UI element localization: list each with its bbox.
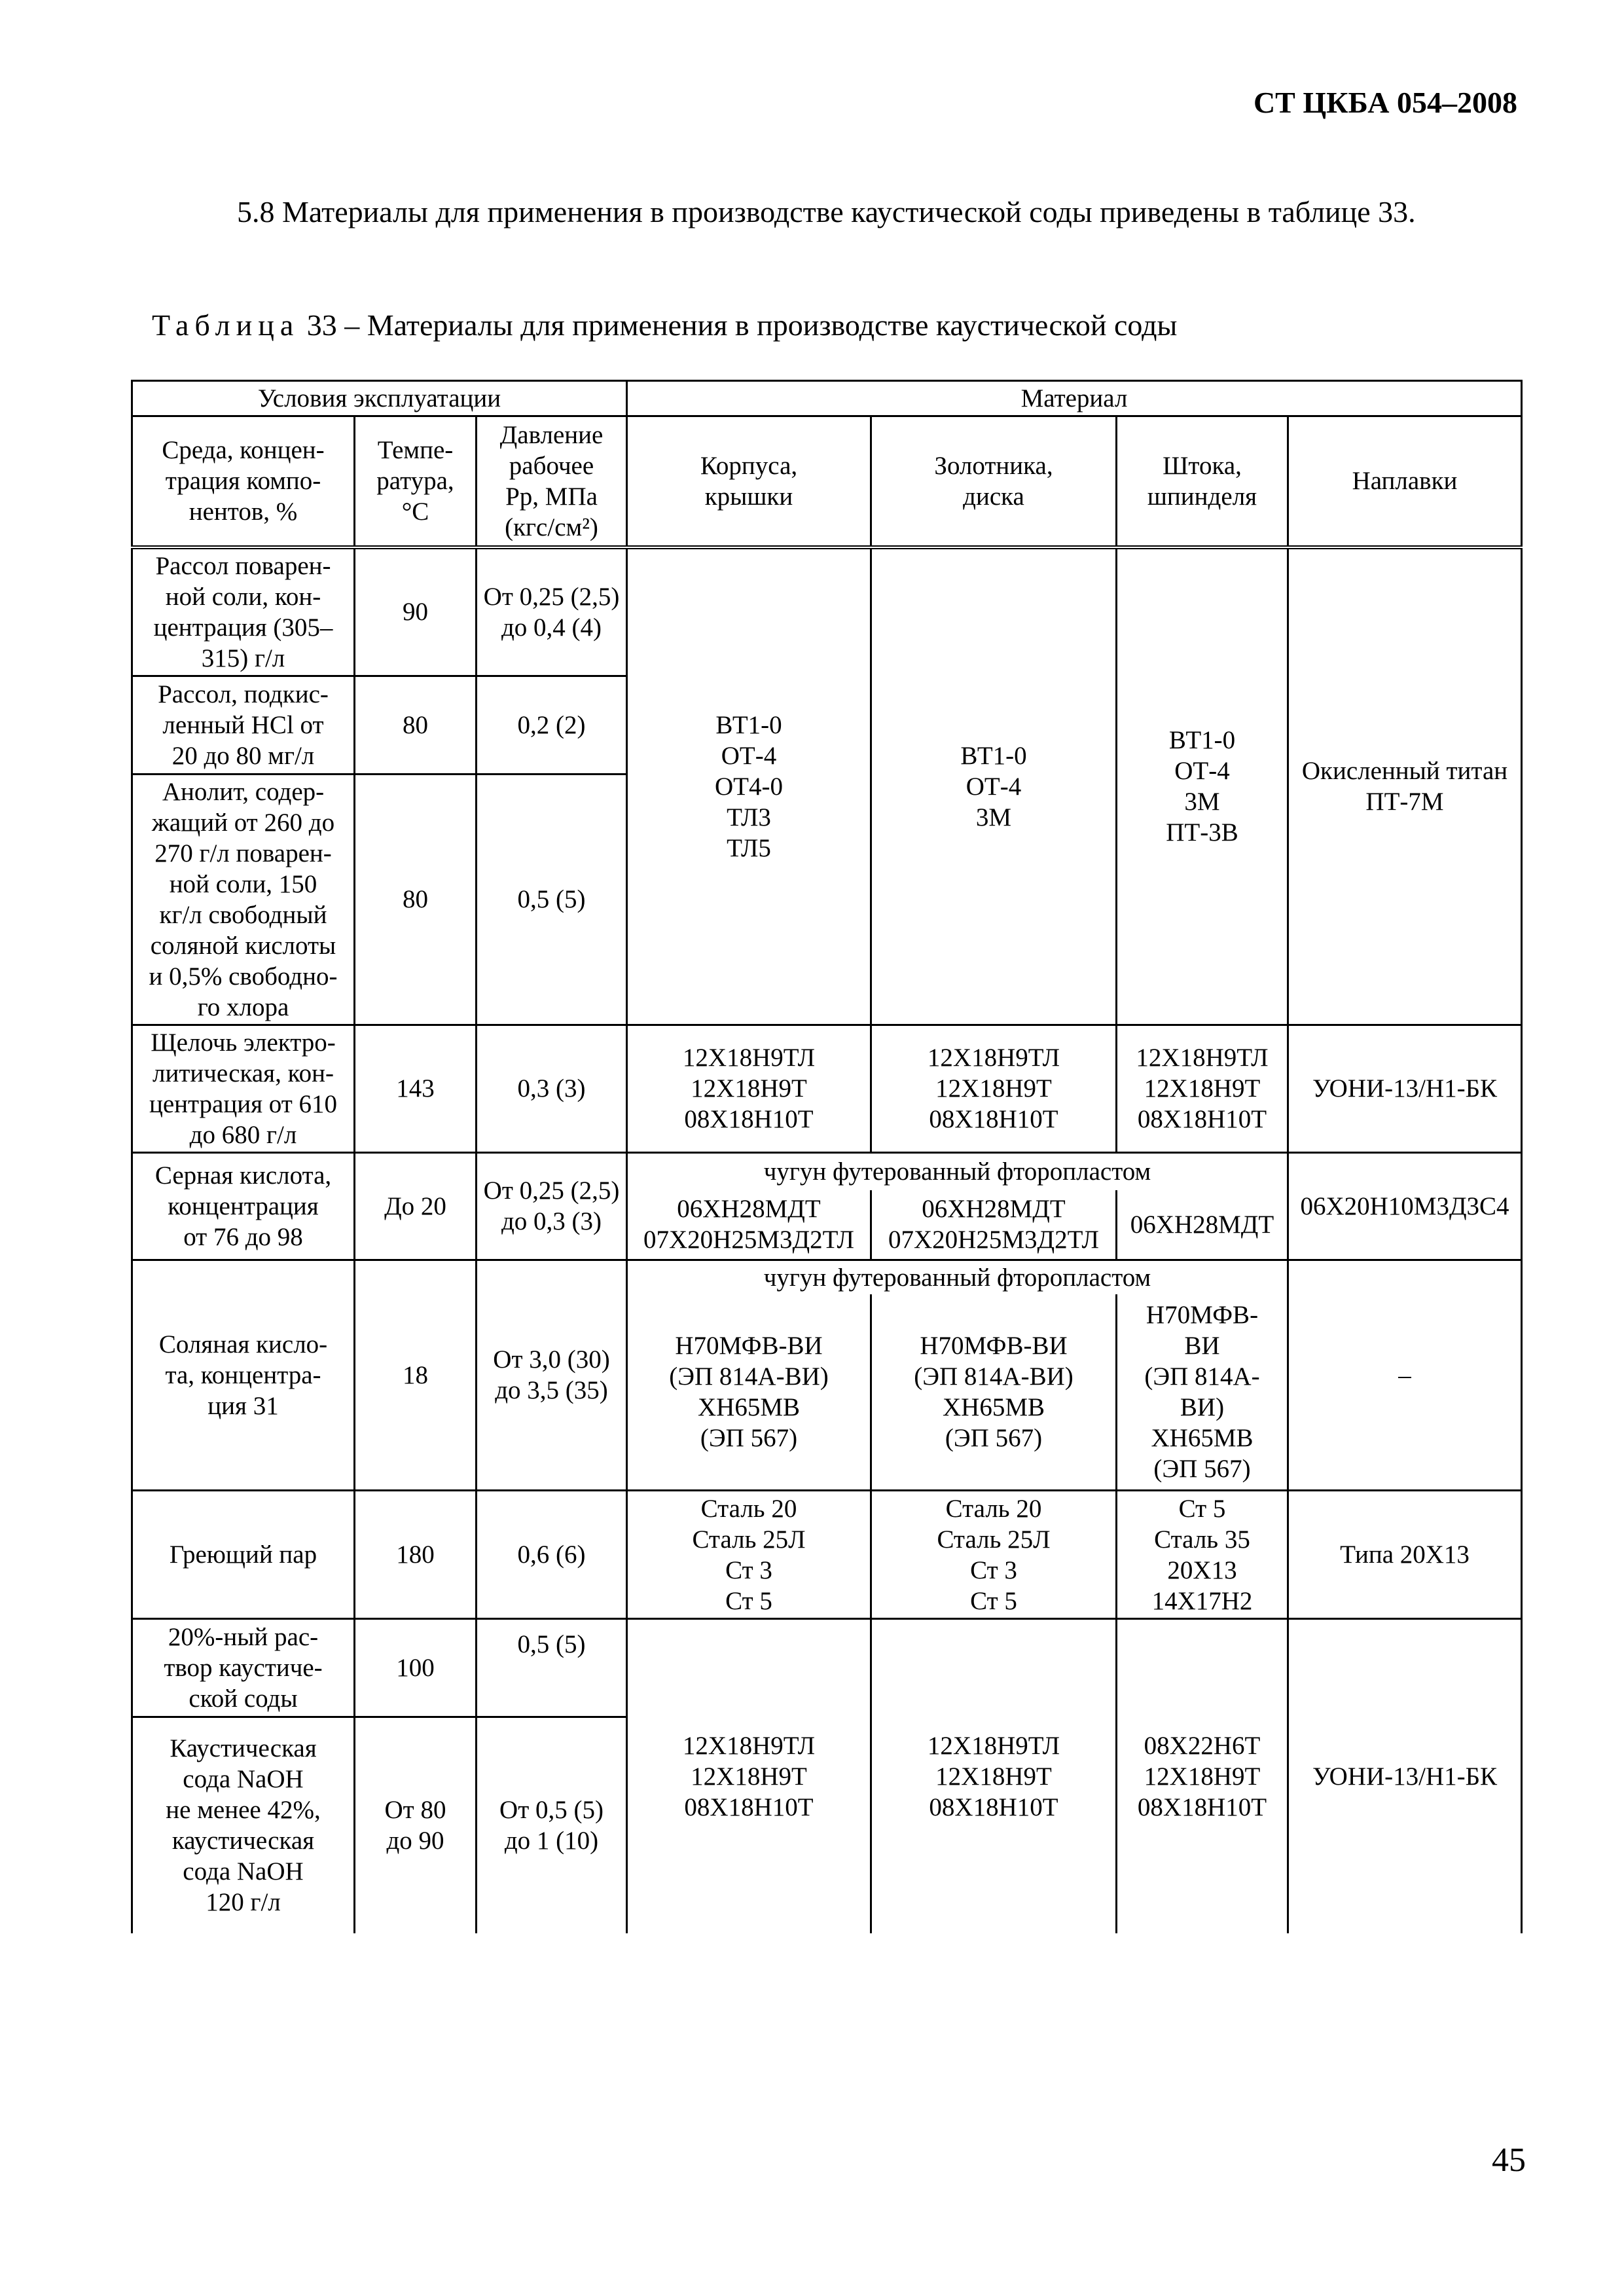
- cell-medium: Серная кислота, концентрация от 76 до 98: [132, 1152, 355, 1260]
- cell-pressure: 0,5 (5): [477, 774, 627, 1025]
- cell-body: Н70МФВ-ВИ (ЭП 814А-ВИ) ХН65МВ (ЭП 567): [627, 1294, 871, 1491]
- cell-pressure: От 3,0 (30) до 3,5 (35): [477, 1260, 627, 1491]
- cell-medium: Каустическая сода NaOH не менее 42%, каустическая сода NaOH 120 г/л: [132, 1717, 355, 1933]
- header-row-columns: [132, 416, 1522, 547]
- cell-body: 12Х18Н9ТЛ 12Х18Н9Т 08Х18Н10Т: [627, 1619, 871, 1933]
- caption-text: 33 – Материалы для применения в производстве каустической соды: [299, 308, 1178, 342]
- table-row: [132, 1619, 1522, 1717]
- cell-stem: 12Х18Н9ТЛ 12Х18Н9Т 08Х18Н10Т: [1117, 1025, 1288, 1152]
- cell-pressure: От 0,5 (5) до 1 (10): [477, 1717, 627, 1933]
- cell-body: 12Х18Н9ТЛ 12Х18Н9Т 08Х18Н10Т: [627, 1025, 871, 1152]
- table-row: [132, 1025, 1522, 1152]
- cell-body: 06ХН28МДТ 07Х20Н25М3Д2ТЛ: [627, 1190, 871, 1260]
- cell-temperature: 143: [355, 1025, 477, 1152]
- cell-pressure: От 0,25 (2,5) до 0,3 (3): [477, 1152, 627, 1260]
- cell-medium: Щелочь электро- литическая, кон- центрация от 610 до 680 г/л: [132, 1025, 355, 1152]
- cell-disc: 12Х18Н9ТЛ 12Х18Н9Т 08Х18Н10Т: [871, 1025, 1117, 1152]
- cell-temperature: 90: [355, 547, 477, 676]
- table-caption: [152, 308, 1177, 342]
- header-temperature: Темпе- ратура, °С: [355, 416, 477, 547]
- cell-temperature: 100: [355, 1619, 477, 1717]
- cell-pressure: От 0,25 (2,5) до 0,4 (4): [477, 547, 627, 676]
- group-header-conditions: Условия эксплуатации: [132, 381, 627, 416]
- cell-pressure: 0,5 (5): [477, 1619, 627, 1717]
- cell-temperature: 80: [355, 676, 477, 774]
- cell-medium: Рассол поварен- ной соли, кон- центрация (305– 315) г/л: [132, 547, 355, 676]
- cell-overlay: –: [1288, 1260, 1522, 1491]
- table-row: [132, 1152, 1522, 1190]
- cell-body: ВТ1-0 ОТ-4 ОТ4-0 ТЛ3 ТЛ5: [627, 547, 871, 1025]
- table-row: [132, 547, 1522, 676]
- header-body: Корпуса, крышки: [627, 416, 871, 547]
- cell-pressure: 0,6 (6): [477, 1491, 627, 1619]
- cell-disc: Сталь 20 Сталь 25Л Ст 3 Ст 5: [871, 1491, 1117, 1619]
- cell-disc: 06ХН28МДТ 07Х20Н25М3Д2ТЛ: [871, 1190, 1117, 1260]
- cell-pressure: 0,2 (2): [477, 676, 627, 774]
- header-row-groups: [132, 381, 1522, 416]
- intro-paragraph: 5.8 Материалы для применения в производстве каустической соды приведены в таблице 33.: [237, 195, 1416, 228]
- cell-medium: Анолит, содер- жащий от 260 до 270 г/л поварен- ной соли, 150 кг/л свободный соляной кислоты и 0,5% свободно- го хлора: [132, 774, 355, 1025]
- cell-medium: 20%-ный рас- твор каустиче- ской соды: [132, 1619, 355, 1717]
- cell-medium: Греющий пар: [132, 1491, 355, 1619]
- cell-temperature: 80: [355, 774, 477, 1025]
- page-number: 45: [1492, 2141, 1526, 2179]
- cell-overlay: Типа 20Х13: [1288, 1491, 1522, 1619]
- cell-overlay: УОНИ-13/Н1-БК: [1288, 1619, 1522, 1933]
- header-overlay: Наплавки: [1288, 416, 1522, 547]
- header-stem: Штока, шпинделя: [1117, 416, 1288, 547]
- cell-stem: 06ХН28МДТ: [1117, 1190, 1288, 1260]
- header-medium: Среда, концен- трация компо- нентов, %: [132, 416, 355, 547]
- cell-disc: Н70МФВ-ВИ (ЭП 814А-ВИ) ХН65МВ (ЭП 567): [871, 1294, 1117, 1491]
- cell-temperature: 180: [355, 1491, 477, 1619]
- cell-stem: ВТ1-0 ОТ-4 3М ПТ-3В: [1117, 547, 1288, 1025]
- cell-pressure: 0,3 (3): [477, 1025, 627, 1152]
- cell-stem: 08Х22Н6Т 12Х18Н9Т 08Х18Н10Т: [1117, 1619, 1288, 1933]
- cell-stem: Н70МФВ- ВИ (ЭП 814А- ВИ) ХН65МВ (ЭП 567): [1117, 1294, 1288, 1491]
- cell-body: Сталь 20 Сталь 25Л Ст 3 Ст 5: [627, 1491, 871, 1619]
- cell-temperature: От 80 до 90: [355, 1717, 477, 1933]
- cell-disc: 12Х18Н9ТЛ 12Х18Н9Т 08Х18Н10Т: [871, 1619, 1117, 1933]
- cell-temperature: 18: [355, 1260, 477, 1491]
- header-disc: Золотника, диска: [871, 416, 1117, 547]
- header-pressure: Давление рабочее Рр, МПа (кгс/см²): [477, 416, 627, 547]
- cell-medium: Рассол, подкис- ленный HCl от 20 до 80 мг/л: [132, 676, 355, 774]
- cell-medium: Соляная кисло- та, концентра- ция 31: [132, 1260, 355, 1491]
- cell-temperature: До 20: [355, 1152, 477, 1260]
- cell-overlay: Окисленный титан ПТ-7М: [1288, 547, 1522, 1025]
- caption-prefix: Таблица: [152, 308, 300, 342]
- group-header-material: Материал: [627, 381, 1522, 416]
- cell-span-note: чугун футерованный фторопластом: [627, 1152, 1288, 1190]
- cell-span-note: чугун футерованный фторопластом: [627, 1260, 1288, 1294]
- materials-table: [131, 380, 1523, 1933]
- cell-overlay: УОНИ-13/Н1-БК: [1288, 1025, 1522, 1152]
- cell-stem: Ст 5 Сталь 35 20Х13 14Х17Н2: [1117, 1491, 1288, 1619]
- table-row: [132, 1491, 1522, 1619]
- table-row: [132, 1260, 1522, 1294]
- standard-code: СТ ЦКБА 054–2008: [1253, 86, 1517, 119]
- cell-overlay: 06Х20Н10М3Д3С4: [1288, 1152, 1522, 1260]
- cell-disc: ВТ1-0 ОТ-4 3М: [871, 547, 1117, 1025]
